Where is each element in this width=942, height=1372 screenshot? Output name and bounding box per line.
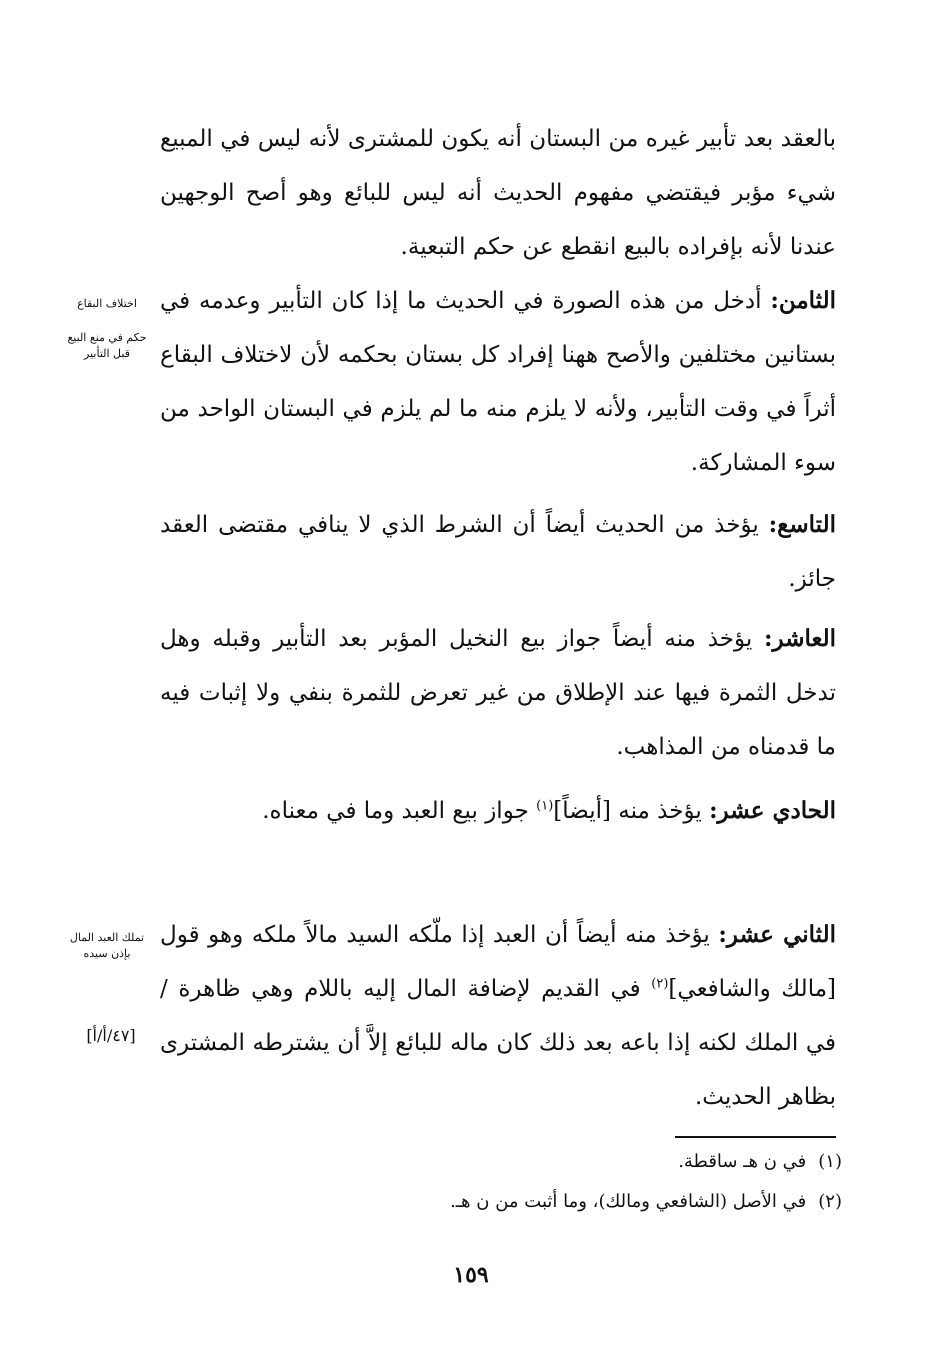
- paragraph-1: [160, 112, 836, 274]
- paragraph-5: [160, 784, 836, 838]
- paragraph-6: [160, 908, 836, 1124]
- manuscript-folio-ref: [٤٧/أ/أ]: [86, 1026, 136, 1045]
- footnote-ref-2[interactable]: (٢): [651, 976, 669, 992]
- paragraph-6-heading: الثاني عشر:: [718, 921, 836, 948]
- paragraph-6-text-b: في القديم لإضافة المال إليه باللام وهي ظاهرة / في الملك لكنه إذا باعه بعد ذلك كان ماله للبائع إلاَّ أن يشترطه المشترى بظاهر الحديث.: [160, 976, 836, 1110]
- paragraph-6-text-a: يؤخذ منه أيضاً أن العبد إذا ملّكه السيد مالاً ملكه وهو قول [مالك والشافعي]: [160, 922, 836, 1002]
- footnote-1: [678, 1150, 842, 1174]
- paragraph-5-text-b: جواز بيع العبد وما في معناه.: [262, 798, 537, 824]
- footnote-ref-1[interactable]: (١): [536, 798, 554, 814]
- footnote-separator: [675, 1136, 836, 1138]
- page-number: ١٥٩: [453, 1262, 489, 1288]
- paragraph-4: [160, 612, 836, 774]
- footnote-1-number: (١): [818, 1151, 842, 1172]
- margin-note-1: اختلاف البقاع: [77, 297, 137, 310]
- paragraph-4-heading: العاشر:: [764, 625, 836, 652]
- paragraph-5-heading: الحادي عشر:: [709, 797, 836, 824]
- paragraph-2-text: أدخل من هذه الصورة في الحديث ما إذا كان التأبير وعدمه في بستانين مختلفين والأصح ههنا إفراد كل بستان بحكمه لأن لاختلاف البقاع أثراً في وقت التأبير، ولأنه لا يلزم منه ما لم يلزم في البستان الواحد من سوء المشاركة.: [160, 288, 836, 476]
- paragraph-3-text: يؤخذ من الحديث أيضاً أن الشرط الذي لا ينافي مقتضى العقد جائز.: [160, 512, 836, 592]
- paragraph-3-heading: التاسع:: [768, 511, 836, 538]
- paragraph-3: [160, 498, 836, 606]
- footnote-2-text: في الأصل (الشافعي ومالك)، وما أثبت من ن هـ.: [450, 1191, 807, 1212]
- margin-note-3: تملك العبد المال بإذن سيده: [69, 931, 145, 960]
- paragraph-5-text-a: يؤخذ منه [أيضاً]: [553, 798, 710, 824]
- paragraph-2: [160, 274, 836, 490]
- footnote-2-number: (٢): [818, 1191, 842, 1212]
- margin-note-2: حكم في منع البيع قبل التأبير: [67, 331, 147, 360]
- footnote-2: [450, 1190, 842, 1214]
- paragraph-1-text: بالعقد بعد تأبير غيره من البستان أنه يكون للمشترى لأنه ليس في المبيع شيء مؤبر فيقتضي مفهوم الحديث أنه ليس للبائع وهو أصح الوجهين عندنا لأنه بإفراده بالبيع انقطع عن حكم التبعية.: [160, 126, 836, 260]
- paragraph-2-heading: الثامن:: [770, 287, 836, 314]
- footnote-1-text: في ن هـ ساقطة.: [678, 1151, 807, 1172]
- paragraph-4-text: يؤخذ منه أيضاً جواز بيع النخيل المؤبر بعد التأبير وقبله وهل تدخل الثمرة فيها عند الإطلاق من غير تعرض للثمرة بنفي ولا إثبات فيه ما قدمناه من المذاهب.: [160, 626, 836, 760]
